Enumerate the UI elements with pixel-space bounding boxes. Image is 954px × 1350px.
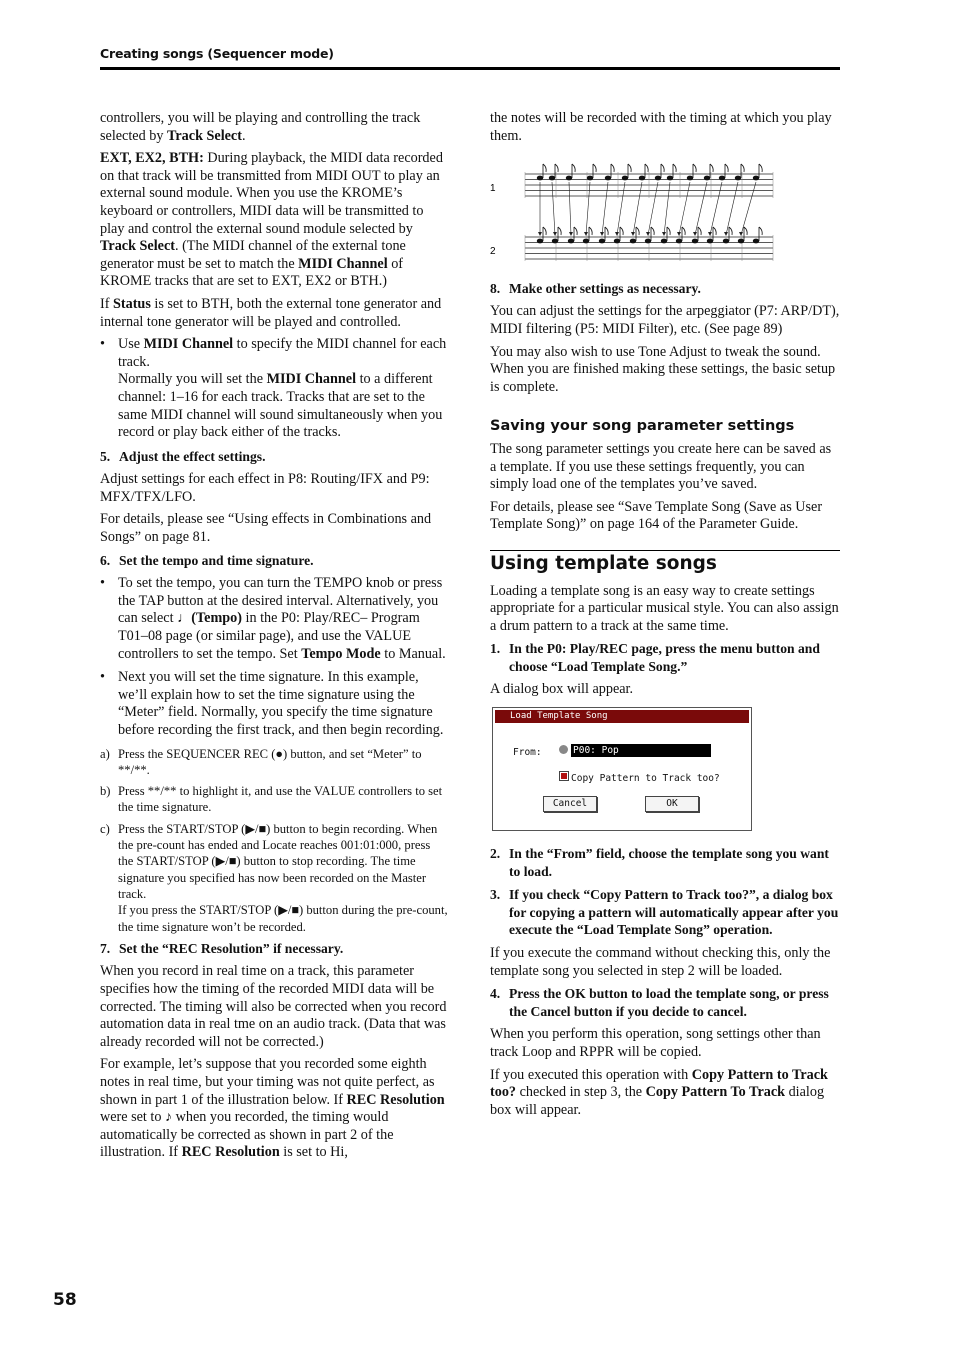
step-heading: 6. Set the tempo and time signature. bbox=[100, 552, 314, 568]
bullet-item: • Next you will set the time signature. In this example, we’ll explain how to set the time signature using the “Meter” field. Normally, you specify the time signature before recording the first track, and then begin recording. bbox=[100, 669, 444, 738]
step-heading: 3. If you check “Copy Pattern to Track too?”, a dialog box for copying a pattern will automatically appear after you execute the “Load Template Song” operation. bbox=[490, 887, 839, 938]
paragraph: For details, please see “Save Template Song (Save as User Template Song)” on page 164 of the Parameter Guide. bbox=[490, 498, 823, 533]
section-heading: Saving your song parameter settings bbox=[490, 418, 795, 435]
header-rule bbox=[100, 67, 840, 70]
ok-button[interactable]: OK bbox=[645, 796, 699, 812]
left-column bbox=[100, 110, 448, 1167]
paragraph: If Status is set to BTH, both the external tone generator and internal tone generator will be played and controlled. bbox=[100, 295, 442, 330]
paragraph: EXT, EX2, BTH: During playback, the MIDI data recorded on that track will be transmitted from MIDI OUT to play an external sound module. When you use the KROME’s keyboard or controllers, MIDI data will be transmitted to play and control the external sound module selected by Track Select. (The MIDI channel of the external tone generator must be set to match the MIDI Channel of KROME tracks that are set to EXT, EX2 or BTH.) bbox=[100, 150, 443, 290]
eighth-note-icon: ♪ bbox=[165, 1109, 173, 1126]
paragraph: controllers, you will be playing and controlling the track selected by Track Select. bbox=[100, 110, 421, 144]
right-column bbox=[490, 110, 840, 1124]
paragraph: If you execute the command without checking this, only the template song you selected in step 2 will be loaded. bbox=[490, 945, 831, 979]
copy-pattern-label: Copy Pattern to Track too? bbox=[571, 773, 720, 785]
paragraph: The song parameter settings you create here can be saved as a template. If you use these settings frequently, you can simply load one of the templates you’ve saved. bbox=[490, 440, 832, 493]
paragraph: For example, let’s suppose that you recorded some eighth notes in real time, but your timing was not quite perfect, as shown in part 1 of the illustration below. If REC Resolution were set to ♪ when you recorded, the timing would automatically be corrected as shown in part 2 of the illustration. If REC Resolution is set to Hi, bbox=[100, 1056, 445, 1161]
dialog-title: Load Template Song bbox=[495, 710, 749, 723]
figure-label-2: 2 bbox=[490, 246, 496, 258]
step-heading: 1. In the P0: Play/REC page, press the menu button and choose “Load Template Song.” bbox=[490, 641, 820, 674]
bullet-item: • To set the tempo, you can turn the TEMPO knob or press the TAP button at the desired interval. Alternatively, you can select ♩(Tempo) in the P0: Play/REC– Program T01–08 page (or similar page), and use the VALUE controllers to set the tempo. Set Tempo Mode to Manual. bbox=[100, 575, 446, 662]
substep: c) Press the START/STOP (▶/■) button to begin recording. When the pre-count has ended and Locate reaches 001:01:000, press the START/STOP (▶/■) button to stop recording. The time signature you specified has now been recorded on the Master track. If you press the START/STOP (▶/■) button during the pre-count, the time signature won’t be recorded. bbox=[100, 821, 448, 934]
figure-label-1: 1 bbox=[490, 183, 496, 195]
quarter-note-icon: ♩ bbox=[177, 610, 192, 627]
bullet-icon: • bbox=[100, 336, 105, 353]
paragraph: For details, please see “Using effects in Combinations and Songs” on page 81. bbox=[100, 511, 432, 546]
copy-pattern-checkbox[interactable] bbox=[559, 771, 569, 781]
paragraph: You can adjust the settings for the arpeggiator (P7: ARP/DT), MIDI filtering (P5: MIDI Filter), etc. (See page 89) bbox=[490, 303, 840, 337]
correction-arrows bbox=[538, 182, 756, 236]
rec-resolution-figure bbox=[490, 156, 780, 264]
page-number: 58 bbox=[53, 1290, 77, 1310]
substep: a) Press the SEQUENCER REC (●) button, and set “Meter” to **/**. bbox=[100, 746, 422, 777]
step-heading: 7. Set the “REC Resolution” if necessary. bbox=[100, 940, 344, 956]
paragraph: When you perform this operation, song settings other than track Loop and RPPR will be copied. bbox=[490, 1026, 821, 1060]
substep: b) Press **/** to highlight it, and use the VALUE controllers to set the time signature. bbox=[100, 784, 443, 815]
cancel-button[interactable]: Cancel bbox=[543, 796, 597, 812]
section-title: Using template songs bbox=[490, 552, 717, 574]
step-heading: 5. Adjust the effect settings. bbox=[100, 448, 266, 464]
section-rule bbox=[490, 550, 840, 551]
from-label: From: bbox=[513, 747, 542, 759]
bullet-icon: • bbox=[100, 669, 105, 686]
step-heading: 2. In the “From” field, choose the template song you want to load. bbox=[490, 846, 829, 879]
step-heading: 4. Press the OK button to load the template song, or press the Cancel button if you decide to cancel. bbox=[490, 986, 829, 1019]
bullet-item: • Use MIDI Channel to specify the MIDI channel for each track. Normally you will set the MIDI Channel to a different channel: 1–16 for each track. Tracks that are set to the same MIDI channel will sound simultaneously when you record or play back either of the tracks. bbox=[100, 336, 447, 441]
popup-button-icon[interactable] bbox=[559, 745, 568, 754]
paragraph: You may also wish to use Tone Adjust to tweak the sound. When you are finished making these settings, the basic setup is complete. bbox=[490, 343, 836, 395]
running-header: Creating songs (Sequencer mode) bbox=[100, 46, 334, 61]
paragraph: Loading a template song is an easy way to create settings appropriate for a particular musical style. You can also assign a drum pattern to a track at the same time. bbox=[490, 582, 839, 634]
paragraph: A dialog box will appear. bbox=[490, 681, 634, 698]
step-heading: 8. Make other settings as necessary. bbox=[490, 280, 701, 296]
load-template-song-dialog bbox=[492, 707, 752, 831]
paragraph: When you record in real time on a track, this parameter specifies how the timing of the recorded MIDI data will be corrected. The timing will also be corrected when you record automation data in real tme on an audio track. (Data that was already recorded will not be corrected.) bbox=[100, 963, 447, 1050]
paragraph: Adjust settings for each effect in P8: Routing/IFX and P9: MFX/TFX/LFO. bbox=[100, 471, 430, 505]
paragraph: If you executed this operation with Copy Pattern to Track too? checked in step 3, the Copy Pattern To Track dialog box will appear. bbox=[490, 1066, 828, 1118]
paragraph: the notes will be recorded with the timing at which you play them. bbox=[490, 110, 832, 144]
from-field[interactable]: P00: Pop bbox=[571, 744, 711, 757]
bullet-icon: • bbox=[100, 575, 105, 592]
